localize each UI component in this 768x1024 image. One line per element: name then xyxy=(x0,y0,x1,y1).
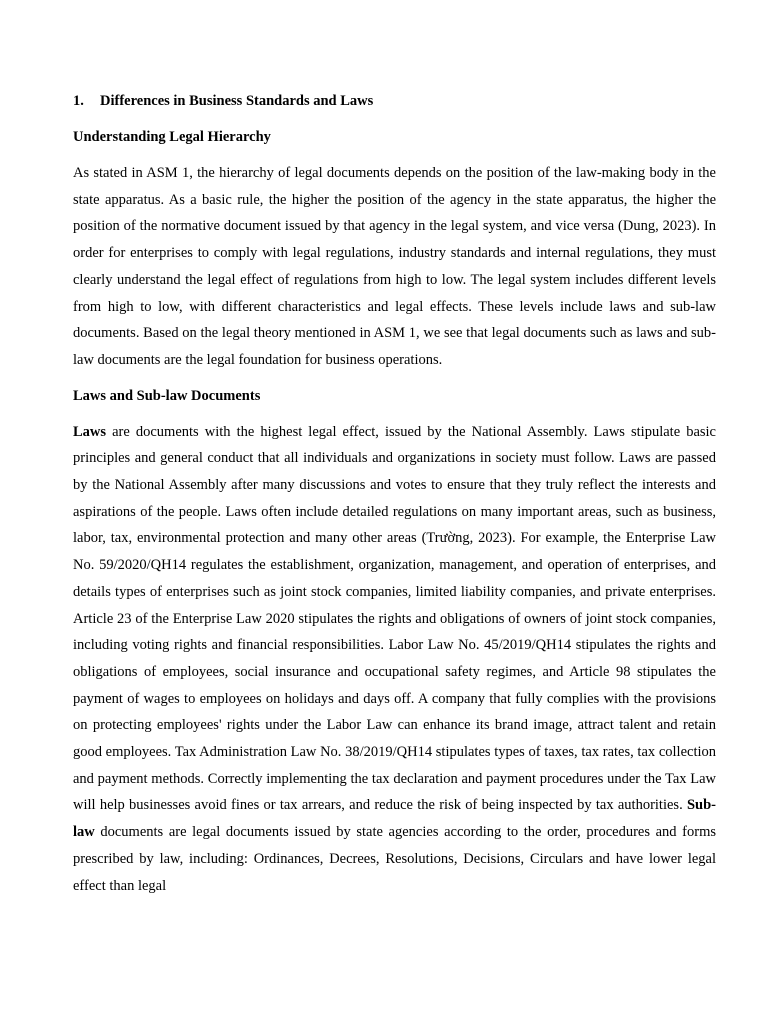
legal-hierarchy-paragraph: As stated in ASM 1, the hierarchy of legal documents depends on the position of the law-making body in the state apparatus. As a basic rule, the higher the position of the agency in the state apparatus, the higher the position of the normative document issued by that agency in the legal system, and vice versa (Dung, 2023). In order for enterprises to comply with legal regulations, industry standards and internal regulations, they must clearly understand the legal effect of regulations from high to low. The legal system includes different levels from high to low, with different characteristics and legal effects. These levels include laws and sub-law documents. Based on the legal theory mentioned in ASM 1, we see that legal documents such as laws and sub-law documents are the legal foundation for business operations. xyxy=(73,165,716,368)
sublaw-term: Sub-law xyxy=(73,797,716,841)
sublaw-text: documents are legal documents issued by state agencies according to the order, procedures and forms prescribed by law, including: Ordinances, Decrees, Resolutions, Decisions, Circulars and have lower legal effect than legal xyxy=(73,824,716,894)
section-number: 1. xyxy=(73,93,84,109)
laws-text: are documents with the highest legal effect, issued by the National Assembly. Laws stipulate basic principles and general conduct that all individuals and organizations in society must follow. Laws are passed by the National Assembly after many discussions and votes to ensure that they truly reflect the interests and aspirations of the people. Laws often include detailed regulations on many important areas, such as business, labor, tax, environmental protection and many other areas (Trường, 2023). For example, the Enterprise Law No. 59/2020/QH14 regulates the establishment, organization, management, and operation of enterprises, and details types of enterprises such as joint stock companies, limited liability companies, and private enterprises. Article 23 of the Enterprise Law 2020 stipulates the rights and obligations of owners of joint stock companies, including voting rights and financial responsibilities. Labor Law No. 45/2019/QH14 stipulates the rights and obligations of employees, social insurance and occupational safety regimes, and Article 98 stipulates the payment of wages to employees on holidays and days off. A company that fully complies with the provisions on protecting employees' rights under the Labor Law can enhance its brand image, attract talent and retain good employees. Tax Administration Law No. 38/2019/QH14 stipulates types of taxes, tax rates, tax collection and payment methods. Correctly implementing the tax declaration and payment procedures under the Tax Law will help businesses avoid fines or tax arrears, and reduce the risk of being inspected by tax authorities. xyxy=(73,423,716,814)
section-heading xyxy=(73,88,716,115)
document-page xyxy=(73,88,716,908)
laws-sublaw-heading: Laws and Sub-law Documents xyxy=(73,387,261,404)
laws-term: Laws xyxy=(73,423,107,440)
section-title: Differences in Business Standards and Laws xyxy=(100,93,374,109)
legal-hierarchy-heading: Understanding Legal Hierarchy xyxy=(73,129,271,145)
laws-paragraph xyxy=(73,419,716,900)
